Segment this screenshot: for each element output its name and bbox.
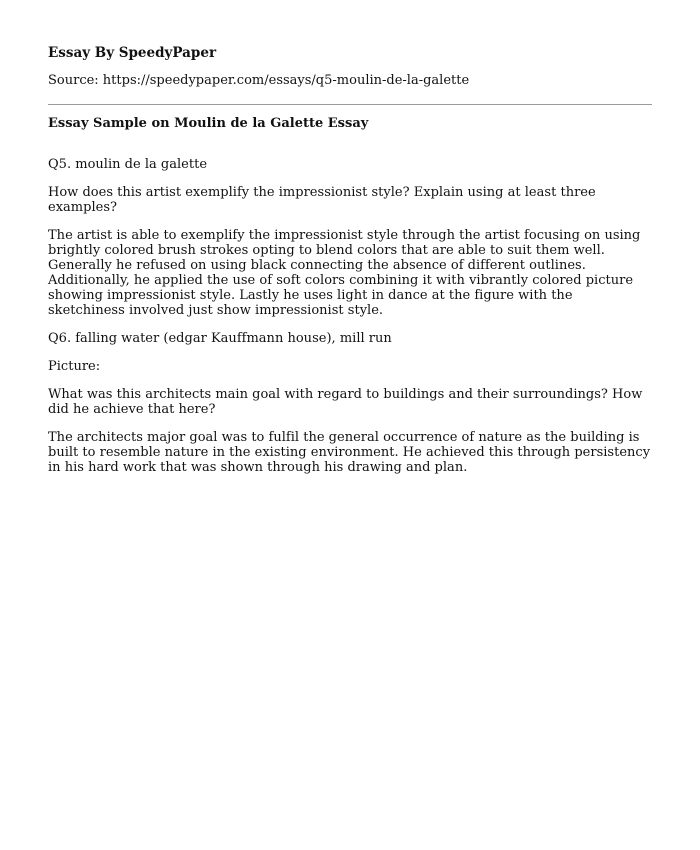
essay-paragraph-q6-heading: Q6. falling water (edgar Kauffmann house), mill run xyxy=(48,331,392,346)
source-line: Source: https://speedypaper.com/essays/q5-moulin-de-la-galette xyxy=(48,73,470,88)
document-content xyxy=(48,44,652,488)
essay-paragraph-q5-heading: Q5. moulin de la galette xyxy=(48,157,208,172)
essay-paragraph-picture-label: Picture: xyxy=(48,359,101,374)
essay-title: Essay Sample on Moulin de la Galette Essay xyxy=(48,116,369,131)
essay-paragraph-q5-question: How does this artist exemplify the impressionist style? Explain using at least three examples? xyxy=(48,185,596,215)
document-header-title: Essay By SpeedyPaper xyxy=(48,45,217,61)
essay-paragraph-q5-answer: The artist is able to exemplify the impressionist style through the artist focusing on using brightly colored brush strokes opting to blend colors that are able to suit them well. Generally he refused on using black connecting the absence of different outlines. Additionally, he applied the use of soft colors combining it with vibrantly colored picture showing impressionist style. Lastly he uses light in dance at the figure with the sketchiness involved just show impressionist style. xyxy=(48,228,641,318)
essay-paragraph-q6-answer: The architects major goal was to fulfil the general occurrence of nature as the building is built to resemble nature in the existing environment. He achieved this through persistency in his hard work that was shown through his drawing and plan. xyxy=(48,430,651,475)
header-divider xyxy=(48,104,652,105)
essay-paragraph-q6-question: What was this architects main goal with regard to buildings and their surroundings? How did he achieve that here? xyxy=(48,387,643,417)
